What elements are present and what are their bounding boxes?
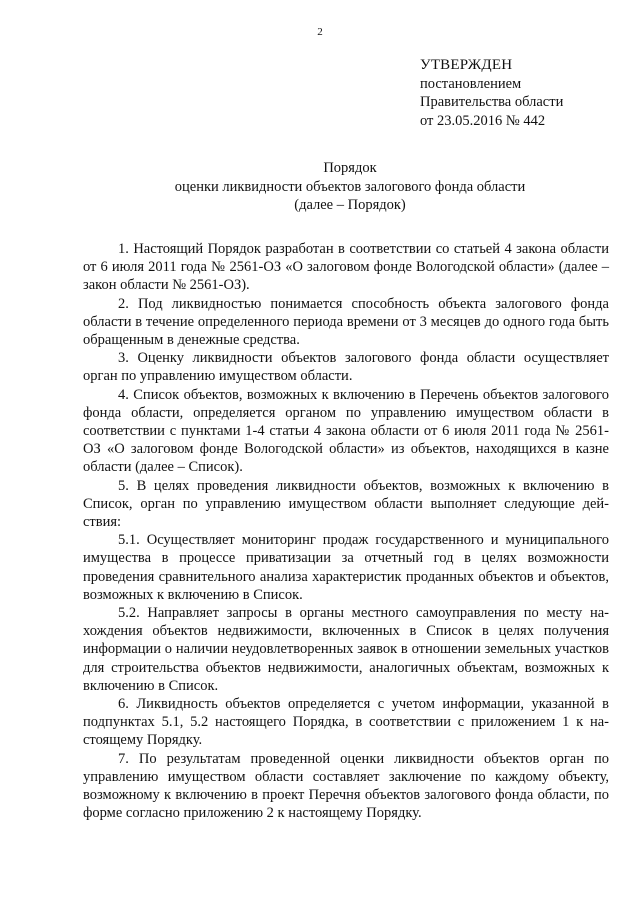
title-line-3: (далее – Порядок) [294, 197, 406, 213]
approval-line-2: Правительства области [420, 94, 564, 110]
paragraph-7: 7. По результатам проведенной оценки ликвидности объектов орган по управлению имуществом области составляет заключение по каждому объекту, возможному к включению в проект Перечня объектов залогового фонда области, по форме согласно приложению 2 к настоящему Порядку. [83, 750, 609, 822]
approval-stamp [420, 56, 563, 130]
approval-line-3: от 23.05.2016 № 442 [420, 112, 546, 129]
paragraph-1: 1. Настоящий Порядок разработан в соответствии со статьей 4 закона области от 6 июля 2011 года № 2561-ОЗ «О залоговом фонде Вологодской области» (далее – закон области № 2561-ОЗ). [83, 241, 609, 294]
paragraph-3: 3. Оценку ликвидности объектов залогового фонда области осуществляет орган по управлению имуществом области. [83, 350, 609, 385]
paragraph-6: 6. Ликвидность объектов определяется с учетом информации, указанной в подпунктах 5.1, 5.2 настоящего Порядка, в соответствии с приложением 1 к настоящему Порядку. [83, 696, 609, 749]
document-body [83, 240, 609, 823]
paragraph-2: 2. Под ликвидностью понимается способность объекта залогового фонда области в течение определенного периода времени от 3 месяцев до одного года быть обращенным в денежные средства. [83, 295, 609, 349]
paragraph-4: 4. Список объектов, возможных к включению в Перечень объектов залогового фонда области, определяется органом по управлению имуществом области в соответствии с пунктами 1-4 статьи 4 закона области от 6 июля 2011 года № 2561-ОЗ «О залоговом фонде Вологодской области» из объектов, находящихся в казне области (далее – Список). [83, 386, 609, 476]
document-title [80, 159, 620, 215]
paragraph-5-1: 5.1. Осуществляет мониторинг продаж государственного и муниципального имущества в процессе приватизации за отчетный год в целях возможности проведения сравнительного анализа характеристик проданных объектов и объектов, возможных к включению в Список. [83, 532, 609, 603]
paragraph-5-2: 5.2. Направляет запросы в органы местного самоуправления по месту нахождения объектов недвижимости, включенных в Список в целях получения информации о наличии неудовлетворенных заявок в отношении земельных участков для строительства объектов недвижимости, аналогичных объектам, возможных к включению в Список. [83, 605, 609, 694]
approval-heading: УТВЕРЖДЕН [420, 57, 513, 73]
approval-line-1: постановлением [420, 75, 522, 92]
title-line-1: Порядок [323, 160, 377, 176]
title-line-2: оценки ликвидности объектов залогового фонда области [174, 178, 526, 195]
page-number: 2 [317, 26, 323, 38]
paragraph-5: 5. В целях проведения ликвидности объектов, возможных к включению в Список, орган по управлению имуществом области выполняет следующие действия: [83, 477, 609, 531]
